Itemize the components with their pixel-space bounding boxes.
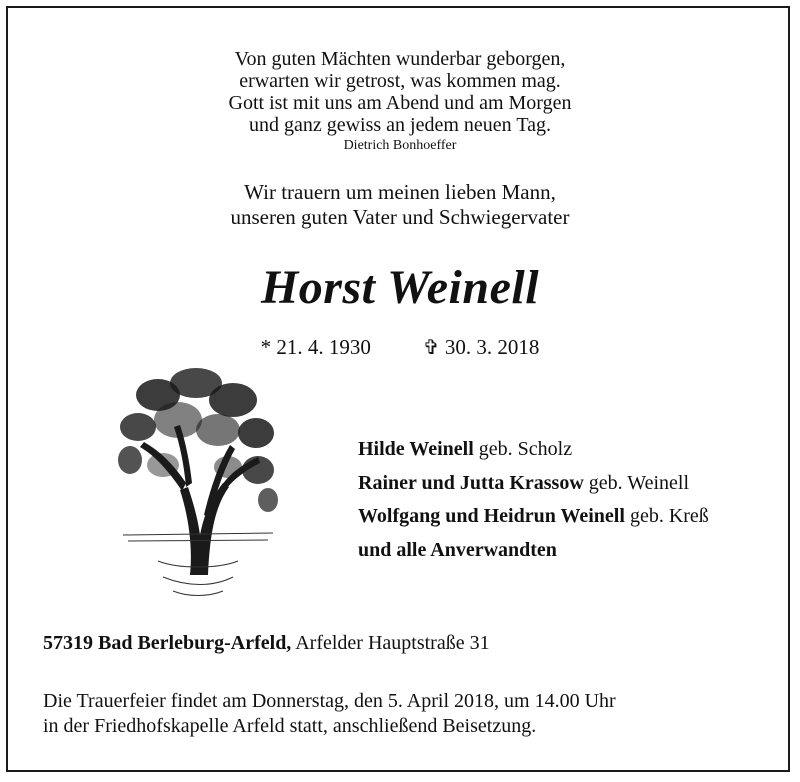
family-member-name: und alle Anverwandten bbox=[358, 538, 557, 561]
family-member bbox=[358, 500, 709, 534]
mourning-text bbox=[0, 180, 800, 230]
death-date: 30. 3. 2018 bbox=[444, 335, 540, 359]
poem-author: Dietrich Bonhoeffer bbox=[343, 138, 457, 153]
service-line: in der Friedhofskapelle Arfeld statt, anschließend Beisetzung. bbox=[43, 715, 537, 737]
service-info bbox=[43, 689, 616, 739]
deceased-name: Horst Weinell bbox=[260, 261, 540, 314]
birth-date: * 21. 4. 1930 bbox=[260, 335, 371, 359]
address-city: 57319 Bad Berleburg-Arfeld, bbox=[43, 632, 292, 654]
address-street: Arfelder Hauptstraße 31 bbox=[295, 632, 490, 654]
life-dates bbox=[0, 335, 800, 360]
mourning-line: unseren guten Vater und Schwiegervater bbox=[230, 205, 570, 229]
family-member bbox=[358, 534, 709, 568]
family-list bbox=[358, 433, 709, 567]
poem-line: erwarten wir getrost, was kommen mag. bbox=[239, 70, 561, 92]
cross-icon: ✞ bbox=[422, 337, 440, 359]
family-member-note: geb. Weinell bbox=[588, 471, 689, 494]
poem bbox=[0, 48, 800, 136]
family-member bbox=[358, 433, 709, 467]
family-member-note: geb. Kreß bbox=[629, 505, 709, 527]
family-member-name: Hilde Weinell bbox=[358, 438, 474, 460]
family-member-note: geb. Scholz bbox=[478, 438, 573, 460]
poem-line: und ganz gewiss an jedem neuen Tag. bbox=[248, 114, 552, 136]
family-member bbox=[358, 467, 709, 501]
poem-line: Gott ist mit uns am Abend und am Morgen bbox=[228, 92, 572, 114]
address bbox=[43, 632, 490, 655]
family-member-name: Rainer und Jutta Krassow bbox=[358, 471, 584, 494]
family-member-name: Wolfgang und Heidrun Weinell bbox=[358, 505, 625, 527]
service-line: Die Trauerfeier findet am Donnerstag, den 5. April 2018, um 14.00 Uhr bbox=[43, 690, 616, 712]
poem-line: Von guten Mächten wunderbar geborgen, bbox=[234, 48, 566, 70]
tree-illustration-icon bbox=[118, 365, 278, 600]
mourning-line: Wir trauern um meinen lieben Mann, bbox=[244, 180, 556, 204]
